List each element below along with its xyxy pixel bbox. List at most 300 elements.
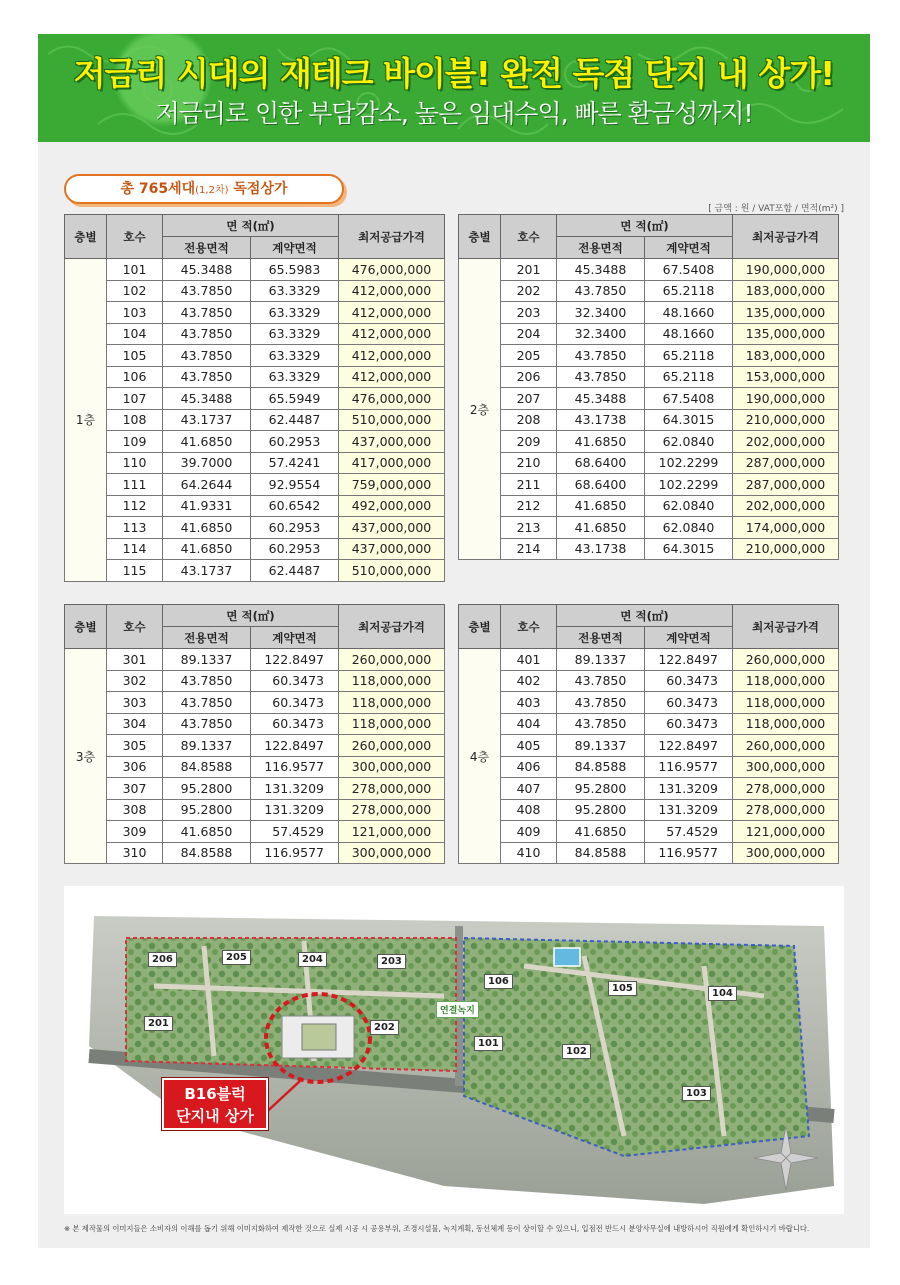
exclusive-area: 68.6400 [557,474,645,496]
table-row [65,409,445,431]
exclusive-area: 32.3400 [557,302,645,324]
unit-number: 303 [107,692,163,714]
table-row [65,670,445,692]
exclusive-area: 68.6400 [557,452,645,474]
building-204-label: 204 [298,952,327,967]
header-price: 최저공급가격 [339,605,445,649]
contract-area: 102.2299 [645,452,733,474]
table-row [459,474,839,496]
table-row [65,756,445,778]
building-206-label: 206 [148,952,177,967]
exclusive-area: 84.8588 [557,756,645,778]
table-row [459,821,839,843]
header-price: 최저공급가격 [339,215,445,259]
exclusive-area: 95.2800 [557,778,645,800]
contract-area: 48.1660 [645,323,733,345]
flyer-sheet [38,34,870,1248]
header-floor: 층별 [65,605,107,649]
contract-area: 57.4529 [645,821,733,843]
building-105-label: 105 [608,981,637,996]
exclusive-area: 43.7850 [163,366,251,388]
unit-number: 107 [107,388,163,410]
floor-label: 2층 [459,259,501,560]
supply-price: 135,000,000 [733,302,839,324]
unit-number: 202 [501,280,557,302]
building-202-label: 202 [370,1020,399,1035]
unit-number: 410 [501,842,557,864]
headline-subtitle: 저금리로 인한 부담감소, 높은 임대수익, 빠른 환금성까지! [155,99,753,128]
table-row [65,280,445,302]
contract-area: 60.2953 [251,517,339,539]
exclusive-area: 41.6850 [163,821,251,843]
contract-area: 122.8497 [251,735,339,757]
contract-area: 62.0840 [645,431,733,453]
supply-price: 300,000,000 [733,756,839,778]
table-row [65,649,445,671]
contract-area: 60.3473 [251,713,339,735]
supply-price: 300,000,000 [339,842,445,864]
callout-block: B16블럭 [184,1085,246,1103]
contract-area: 116.9577 [645,842,733,864]
exclusive-area: 45.3488 [163,388,251,410]
unit-number: 301 [107,649,163,671]
supply-price: 287,000,000 [733,452,839,474]
header-floor: 층별 [459,215,501,259]
building-203-label: 203 [377,954,406,969]
supply-price: 190,000,000 [733,259,839,281]
exclusive-area: 43.7850 [557,345,645,367]
contract-area: 122.8497 [645,735,733,757]
unit-number: 404 [501,713,557,735]
section-tag-end: 독점상가 [228,181,288,197]
building-101-label: 101 [474,1036,503,1051]
supply-price: 759,000,000 [339,474,445,496]
exclusive-area: 43.7850 [163,692,251,714]
unit-number: 212 [501,495,557,517]
table-row [459,842,839,864]
unit-number: 214 [501,538,557,560]
unit-number: 305 [107,735,163,757]
unit-number: 402 [501,670,557,692]
supply-price: 437,000,000 [339,538,445,560]
exclusive-area: 41.6850 [163,538,251,560]
table-row [65,259,445,281]
supply-price: 510,000,000 [339,409,445,431]
contract-area: 116.9577 [251,842,339,864]
unit-number: 112 [107,495,163,517]
exclusive-area: 43.7850 [163,323,251,345]
supply-price: 190,000,000 [733,388,839,410]
table-row [459,649,839,671]
unit-number: 213 [501,517,557,539]
building-102-label: 102 [562,1044,591,1059]
unit-number: 115 [107,560,163,582]
contract-area: 65.2118 [645,366,733,388]
exclusive-area: 41.6850 [557,821,645,843]
unit-number: 101 [107,259,163,281]
supply-price: 278,000,000 [339,778,445,800]
supply-price: 278,000,000 [733,799,839,821]
contract-area: 60.3473 [645,692,733,714]
exclusive-area: 95.2800 [557,799,645,821]
header-price: 최저공급가격 [733,215,839,259]
exclusive-area: 64.2644 [163,474,251,496]
exclusive-area: 43.7850 [557,692,645,714]
exclusive-area: 43.7850 [557,366,645,388]
header-exclusive-area: 전용면적 [557,237,645,259]
site-plan-illustration [64,886,844,1214]
contract-area: 48.1660 [645,302,733,324]
exclusive-area: 43.1737 [163,560,251,582]
header-area: 면 적(㎡) [557,605,733,627]
contract-area: 67.5408 [645,388,733,410]
exclusive-area: 43.1738 [557,538,645,560]
unit-number: 111 [107,474,163,496]
table-row [65,778,445,800]
supply-price: 260,000,000 [733,735,839,757]
supply-price: 174,000,000 [733,517,839,539]
unit-number: 203 [501,302,557,324]
supply-price: 210,000,000 [733,409,839,431]
table-row [459,495,839,517]
table-row [459,692,839,714]
contract-area: 60.3473 [251,670,339,692]
header-floor: 층별 [65,215,107,259]
header-exclusive-area: 전용면적 [557,627,645,649]
table-row [65,452,445,474]
table-row [65,302,445,324]
unit-number: 205 [501,345,557,367]
supply-price: 121,000,000 [733,821,839,843]
table-row [65,692,445,714]
contract-area: 60.3473 [645,713,733,735]
contract-area: 60.3473 [645,670,733,692]
unit-number: 211 [501,474,557,496]
unit-number: 113 [107,517,163,539]
unit-number: 406 [501,756,557,778]
b16-callout [162,1078,268,1130]
exclusive-area: 95.2800 [163,778,251,800]
unit-number: 204 [501,323,557,345]
contract-area: 63.3329 [251,366,339,388]
contract-area: 67.5408 [645,259,733,281]
table-row [65,388,445,410]
unit-number: 306 [107,756,163,778]
unit-number: 403 [501,692,557,714]
supply-price: 412,000,000 [339,323,445,345]
unit-number: 114 [107,538,163,560]
header-exclusive-area: 전용면적 [163,627,251,649]
unit-number: 208 [501,409,557,431]
contract-area: 92.9554 [251,474,339,496]
unit-number: 209 [501,431,557,453]
supply-price: 202,000,000 [733,495,839,517]
unit-number: 104 [107,323,163,345]
exclusive-area: 43.7850 [163,345,251,367]
header-area: 면 적(㎡) [163,605,339,627]
header-area: 면 적(㎡) [557,215,733,237]
supply-price: 476,000,000 [339,388,445,410]
unit-number: 304 [107,713,163,735]
header-exclusive-area: 전용면적 [163,237,251,259]
table-row [65,821,445,843]
contract-area: 116.9577 [645,756,733,778]
unit-number: 401 [501,649,557,671]
exclusive-area: 45.3488 [163,259,251,281]
contract-area: 60.3473 [251,692,339,714]
header-area: 면 적(㎡) [163,215,339,237]
exclusive-area: 84.8588 [163,756,251,778]
table-row [459,670,839,692]
headline-banner [38,34,870,142]
building-106-label: 106 [484,974,513,989]
table-row [459,778,839,800]
table-row [65,431,445,453]
table-row [65,345,445,367]
supply-price: 437,000,000 [339,431,445,453]
unit-number: 308 [107,799,163,821]
header-contract-area: 계약면적 [645,237,733,259]
contract-area: 63.3329 [251,302,339,324]
unit-number: 102 [107,280,163,302]
table-row [459,452,839,474]
section-tag [64,174,344,204]
header-unit: 호수 [501,215,557,259]
exclusive-area: 89.1337 [163,735,251,757]
supply-price: 412,000,000 [339,302,445,324]
section-tag-sub: (1,2차) [195,185,229,196]
table-row [65,799,445,821]
unit-number: 408 [501,799,557,821]
site-plan [64,886,844,1214]
table-row [459,345,839,367]
unit-number: 106 [107,366,163,388]
supply-price: 300,000,000 [339,756,445,778]
headline-title: 저금리 시대의 재테크 바이블! 완전 독점 단지 내 상가! [73,54,835,93]
contract-area: 131.3209 [645,799,733,821]
link-green-label: 연결녹지 [436,1001,479,1018]
supply-price: 260,000,000 [733,649,839,671]
supply-price: 183,000,000 [733,345,839,367]
table-row [459,735,839,757]
header-unit: 호수 [501,605,557,649]
supply-price: 278,000,000 [339,799,445,821]
exclusive-area: 89.1337 [557,649,645,671]
building-103-label: 103 [682,1086,711,1101]
table-row [459,409,839,431]
exclusive-area: 41.6850 [557,431,645,453]
table-row [65,517,445,539]
table-row [459,713,839,735]
exclusive-area: 43.1737 [163,409,251,431]
unit-number: 309 [107,821,163,843]
floor-2-table [458,214,839,560]
unit-number: 108 [107,409,163,431]
exclusive-area: 43.7850 [163,670,251,692]
unit-number: 105 [107,345,163,367]
unit-number: 409 [501,821,557,843]
unit-number: 407 [501,778,557,800]
contract-area: 60.2953 [251,431,339,453]
header-price: 최저공급가격 [733,605,839,649]
callout-desc: 단지내 상가 [176,1107,254,1125]
table-row [459,366,839,388]
table-row [65,560,445,582]
contract-area: 63.3329 [251,280,339,302]
unit-number: 405 [501,735,557,757]
table-row [459,302,839,324]
exclusive-area: 95.2800 [163,799,251,821]
supply-price: 417,000,000 [339,452,445,474]
contract-area: 62.4487 [251,560,339,582]
unit-number: 307 [107,778,163,800]
supply-price: 118,000,000 [339,670,445,692]
table-row [459,517,839,539]
unit-number: 103 [107,302,163,324]
contract-area: 57.4529 [251,821,339,843]
supply-price: 260,000,000 [339,649,445,671]
contract-area: 116.9577 [251,756,339,778]
contract-area: 63.3329 [251,345,339,367]
building-201-label: 201 [144,1016,173,1031]
table-row [459,431,839,453]
contract-area: 60.6542 [251,495,339,517]
supply-price: 278,000,000 [733,778,839,800]
supply-price: 121,000,000 [339,821,445,843]
supply-price: 287,000,000 [733,474,839,496]
supply-price: 183,000,000 [733,280,839,302]
table-row [65,842,445,864]
contract-area: 131.3209 [251,778,339,800]
supply-price: 437,000,000 [339,517,445,539]
unit-number: 110 [107,452,163,474]
unit-number: 310 [107,842,163,864]
table-row [459,388,839,410]
exclusive-area: 43.7850 [557,280,645,302]
header-contract-area: 계약면적 [251,237,339,259]
exclusive-area: 84.8588 [163,842,251,864]
footnote: ※ 본 제작물의 이미지들은 소비자의 이해를 돕기 위해 이미지화하여 제작한 것으로 실제 시공 시 공용부위, 조경시설물, 녹지계획, 동선체계 등이 상이할 수 있으니, 입점전 반드시 분양사무실에 내방하시어 직원에게 확인하시기 바랍니다. [64,1224,810,1233]
contract-area: 63.3329 [251,323,339,345]
contract-area: 60.2953 [251,538,339,560]
building-104-label: 104 [708,986,737,1001]
building-205-label: 205 [222,950,251,965]
supply-price: 260,000,000 [339,735,445,757]
exclusive-area: 84.8588 [557,842,645,864]
header-unit: 호수 [107,215,163,259]
supply-price: 118,000,000 [733,713,839,735]
contract-area: 62.0840 [645,495,733,517]
table-row [459,323,839,345]
table-row [65,474,445,496]
supply-price: 300,000,000 [733,842,839,864]
floor-label: 1층 [65,259,107,582]
floor-1-table [64,214,445,582]
header-contract-area: 계약면적 [645,627,733,649]
contract-area: 62.0840 [645,517,733,539]
exclusive-area: 43.1738 [557,409,645,431]
header-unit: 호수 [107,605,163,649]
exclusive-area: 41.6850 [557,495,645,517]
table-row [459,280,839,302]
unit-number: 207 [501,388,557,410]
supply-price: 118,000,000 [339,692,445,714]
supply-price: 510,000,000 [339,560,445,582]
floor-label: 3층 [65,649,107,864]
section-tag-main: 총 765세대 [120,181,196,197]
table-row [65,366,445,388]
exclusive-area: 45.3488 [557,388,645,410]
supply-price: 412,000,000 [339,280,445,302]
exclusive-area: 45.3488 [557,259,645,281]
unit-number: 210 [501,452,557,474]
contract-area: 65.5983 [251,259,339,281]
exclusive-area: 43.7850 [163,280,251,302]
contract-area: 65.5949 [251,388,339,410]
floor-label: 4층 [459,649,501,864]
table-row [459,756,839,778]
contract-area: 65.2118 [645,280,733,302]
floor-4-table [458,604,839,864]
contract-area: 65.2118 [645,345,733,367]
contract-area: 131.3209 [645,778,733,800]
contract-area: 62.4487 [251,409,339,431]
table-row [65,323,445,345]
supply-price: 118,000,000 [733,692,839,714]
header-contract-area: 계약면적 [251,627,339,649]
contract-area: 122.8497 [251,649,339,671]
unit-number: 109 [107,431,163,453]
contract-area: 64.3015 [645,538,733,560]
exclusive-area: 41.9331 [163,495,251,517]
supply-price: 476,000,000 [339,259,445,281]
table-row [65,713,445,735]
table-row [459,259,839,281]
header-floor: 층별 [459,605,501,649]
table-row [459,799,839,821]
exclusive-area: 43.7850 [557,670,645,692]
exclusive-area: 41.6850 [163,431,251,453]
exclusive-area: 39.7000 [163,452,251,474]
exclusive-area: 43.7850 [163,302,251,324]
supply-price: 118,000,000 [733,670,839,692]
supply-price: 118,000,000 [339,713,445,735]
contract-area: 64.3015 [645,409,733,431]
floor-3-table [64,604,445,864]
contract-area: 102.2299 [645,474,733,496]
exclusive-area: 41.6850 [557,517,645,539]
contract-area: 57.4241 [251,452,339,474]
exclusive-area: 89.1337 [163,649,251,671]
supply-price: 153,000,000 [733,366,839,388]
table-row [65,495,445,517]
exclusive-area: 43.7850 [557,713,645,735]
supply-price: 492,000,000 [339,495,445,517]
supply-price: 210,000,000 [733,538,839,560]
table-row [65,538,445,560]
table-row [459,538,839,560]
unit-number: 206 [501,366,557,388]
contract-area: 122.8497 [645,649,733,671]
supply-price: 412,000,000 [339,366,445,388]
exclusive-area: 43.7850 [163,713,251,735]
exclusive-area: 32.3400 [557,323,645,345]
supply-price: 202,000,000 [733,431,839,453]
contract-area: 131.3209 [251,799,339,821]
unit-note: [ 금액 : 원 / VAT포함 / 면적(m²) ] [708,204,844,214]
unit-number: 201 [501,259,557,281]
table-row [65,735,445,757]
